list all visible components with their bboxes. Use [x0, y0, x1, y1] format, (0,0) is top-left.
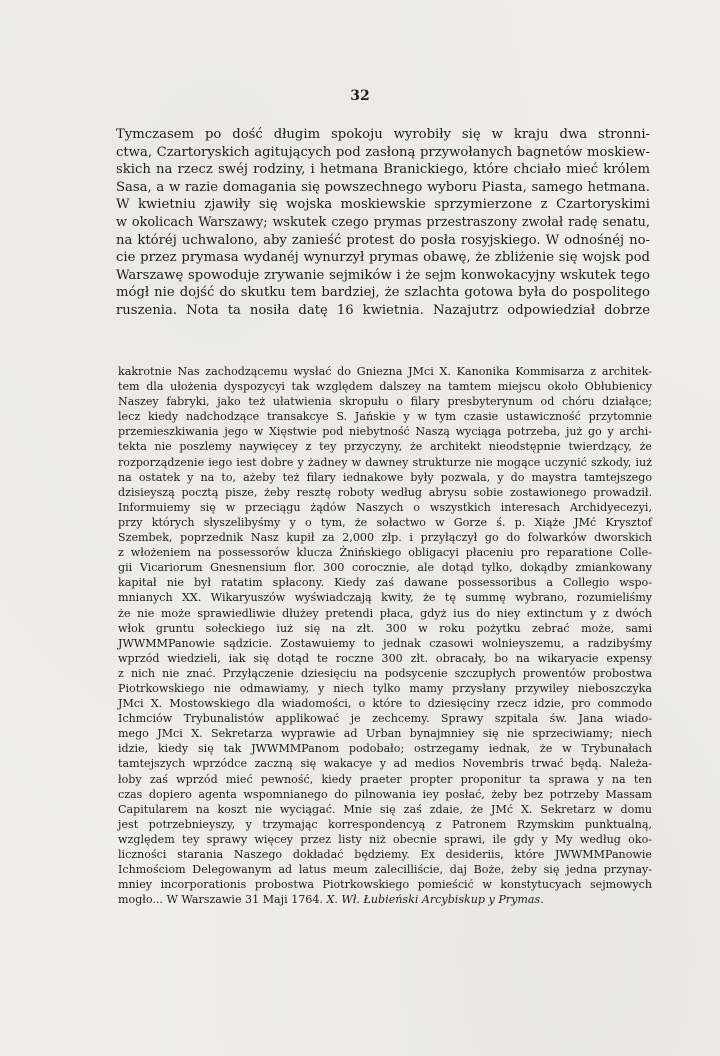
page-number: 32	[350, 88, 370, 104]
main-line: Warszawę spowoduje zrywanie sejmików i że sejm konwokacyjny wskutek tego	[116, 267, 650, 283]
letter-line: jest potrzebnieyszy, y trzymając korrespondencyą z Patronem Rzymskim punktualną,	[118, 817, 652, 831]
letter-line: Ichmościom Delegowanym ad latus meum zalecilliście, daj Boże, żeby się jedna przynay-	[118, 863, 652, 877]
letter-line: gii Vicariorum Gnesnensium flor. 300 corocznie, ale dotąd tylko, dokądby zmiankowany	[118, 561, 652, 575]
letter-closing-line	[118, 892, 652, 907]
main-line: Sasa, a w razie domagania się powszechnego wyboru Piasta, samego hetmana.	[116, 179, 650, 195]
letter-line: rozporządzenie iego iest dobre y żadney w dawney strukturze nie mogące uczynić szkody, iuż	[118, 455, 652, 469]
letter-line: przy których słyszelibyśmy y o tym, że sołactwo w Gorze ś. p. Xiąże JMć Krysztof	[118, 515, 652, 529]
letter-line: na ostatek y na to, ażeby też filary iednakowe były pozwala, y do maystra tamtejszego	[118, 470, 652, 484]
letter-line: dzisieyszą pocztą pisze, żeby resztę roboty według abrysu sobie zostawionego prowadził.	[118, 485, 652, 499]
letter-line: względem tey sprawy więcey przez listy niż obecnie sprawi, ile gdy y My według oko-	[118, 832, 652, 846]
letter-line: JWWMMPanowie sądzicie. Zostawuiemy to jednak czasowi wolnieyszemu, a radzibyśmy	[118, 636, 652, 650]
letter-line: wprzód wiedzieli, iak się dotąd te roczne 300 złt. obracały, bo na wikaryacie expensy	[118, 651, 652, 665]
main-line: mógł nie dojść do skutku tem bardziej, że szlachta gotowa była do pospolitego	[116, 285, 650, 301]
main-line: W kwietniu zjawiły się wojska moskiewskie sprzymierzone z Czartoryskimi	[116, 197, 650, 213]
letter-line: czas dopiero agenta wspomnianego do pilnowania iey posłać, żeby bez potrzeby Massam	[118, 787, 652, 801]
letter-line: Piotrkowskiego nie odmawiamy, y niech tylko mamy przysłany przywiley nieboszczyka	[118, 681, 652, 695]
letter-line: Naszey fabryki, jako też ułatwienia skropułu o filary presbyterynum od chóru działące;	[118, 395, 652, 409]
letter-line: mnianych XX. Wikaryuszów wyświadczają kwity, że tę summę wybrano, rozumieliśmy	[118, 591, 652, 605]
main-line: na któréj uchwalono, aby zanieść protest do posła rosyjskiego. W odnośnéj no-	[116, 232, 650, 248]
letter-line: JMci X. Mostowskiego dla wiadomości, o które to dziesięciny rzecz idzie, pro commodo	[118, 697, 652, 711]
main-line: Tymczasem po dość długim spokoju wyrobiły się w kraju dwa stronni-	[116, 127, 650, 142]
letter-line: mego JMci X. Sekretarza wyprawie ad Urban bynajmniey się nie sprzeciwiamy; niech	[118, 727, 652, 741]
letter-line: tekta nie poszlemy naywięcey z tey przyczyny, że architekt nieodstępnie twierdzący, że	[118, 440, 652, 454]
quoted-letter	[118, 364, 652, 907]
letter-date: mogło... W Warszawie 31 Maji 1764.	[118, 893, 323, 907]
letter-line: przemieszkiwania jego w Xięstwie pod niebytność Naszą wyciąga potrzeba, już go y archi-	[118, 425, 652, 439]
main-line: ctwa, Czartoryskich agitujących pod zasłoną przywołanych bagnetów moskiew-	[116, 144, 650, 160]
letter-line: kakrotnie Nas zachodzącemu wysłać do Gniezna JMci X. Kanonika Kommisarza z architek-	[118, 365, 652, 378]
letter-line: idzie, kiedy się tak JWWMMPanom podobało; ostrzegamy iednak, że w Trybunałach	[118, 742, 652, 756]
letter-line: Informuiemy się w przeciągu żądów Naszych o wszystkich interesach Archidyecezyi,	[118, 500, 652, 514]
letter-line: Szembek, poprzednik Nasz kupił za 2,000 złp. i przyłączył go do folwarków dworskich	[118, 531, 652, 545]
letter-line: z włożeniem na possessorów klucza Żnińskiego obligacyi płaceniu pro reparatione Colle-	[118, 546, 652, 560]
main-line: w okolicach Warszawy; wskutek czego prymas przestraszony zwołał radę senatu,	[116, 214, 650, 230]
letter-line: włok gruntu sołeckiego iuż się na złt. 300 w roku pożytku zebrać może, sami	[118, 621, 652, 635]
letter-line: Ichmciów Trybunalistów applikować je zechcemy. Sprawy szpitala św. Jana wiado-	[118, 712, 652, 726]
letter-line: tem dla ułożenia dyspozycyi tak względem dalszey na tamtem miejscu około Obłubienicy	[118, 380, 652, 394]
letter-line: że nie może sprawiedliwie dłużey pretendi płaca, gdyż ius do niey extinctum y z dwóch	[118, 606, 652, 620]
letter-line: mniey incorporationis probostwa Piotrkowskiego pomieścić w konstytucyach sejmowych	[118, 878, 652, 892]
main-line: cie przez prymasa wydanéj wynurzył prymas obawę, że zbliżenie się wojsk pod	[116, 250, 650, 266]
main-line: ruszenia. Nota ta nosiła datę 16 kwietnia. Nazajutrz odpowiedział dobrze	[116, 302, 650, 318]
main-line: skich na rzecz swéj rodziny, i hetmana Branickiego, które chciało mieć królem	[116, 162, 650, 178]
letter-line: Capitularem na koszt nie wyciągać. Mnie się zaś zdaie, że JMć X. Sekretarz w domu	[118, 802, 652, 816]
letter-line: liczności starania Naszego dokładać będziemy. Ex desideriis, które JWWMMPanowie	[118, 848, 652, 861]
letter-line: łoby zaś wprzód mieć pewność, kiedy praeter propter proponitur ta sprawa y na ten	[118, 772, 652, 786]
main-paragraph	[116, 126, 650, 320]
letter-line: z nich nie znać. Przyłączenie dziesięciu na podsycenie szczupłych prowentów probostwa	[118, 666, 652, 680]
letter-line: lecz kiedy nadchodzące transakcye S. Jańskie y w tym czasie ustawiczność przytomnie	[118, 410, 652, 424]
letter-line: kapitał nie był ratatim spłacony. Kiedy zaś dawane possessoribus a Collegio wspo-	[118, 576, 652, 590]
signature: X. Wł. Łubieński Arcybiskup y Prymas.	[326, 893, 544, 907]
letter-line: tamtejszych wprzódce zaczną się wakacye y ad medios Novembris trwać będą. Należa-	[118, 757, 652, 771]
